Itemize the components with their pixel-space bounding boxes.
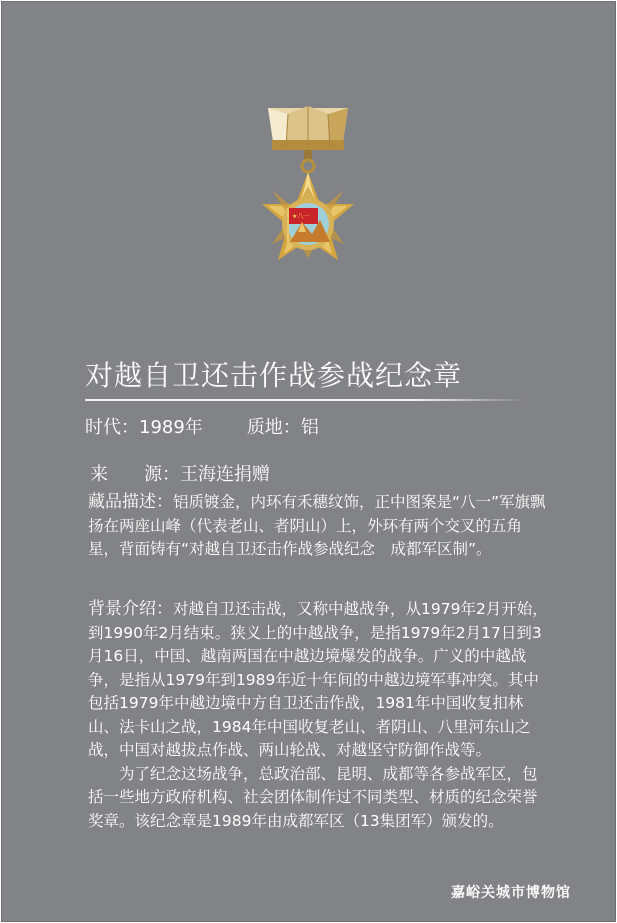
description-paragraph [88,491,548,562]
medal-clasp [268,106,348,150]
exhibit-title: 对越自卫还击作战参战纪念章 [85,359,463,392]
source-label: 来 源： [90,464,180,485]
medal-roundel [282,198,334,250]
background-label: 背景介绍： [88,599,173,619]
medal-connector [302,150,314,172]
title-divider [85,399,525,401]
era-label: 时代： [85,417,139,438]
background-text-1: 对越自卫还击战，又称中越战争，从1979年2月开始，到1990年2月结束。狭义上的中越战争，是指1979年2月17日到3月16日，中国、越南两国在中越边境爆发的战争。广义的中越战争，是指从1979年到1989年近十年间的中越边境军事冲突。其中包括1979年中越边境中方自卫还击作战，1981年中国收复扣林山、法卡山之战，1984年中国收复老山、者阴山、八里河东山之战，中国对越拔点作战、两山轮战、对越坚守防御作战等。 [88,600,548,759]
medal-image [242,94,374,300]
museum-name: 嘉峪关城市博物馆 [451,885,571,901]
material-label: 质地： [246,417,301,438]
era-value: 1989年 [139,417,203,438]
source-value: 王海连捐赠 [180,464,270,485]
background-paragraph-2: 为了纪念这场战争，总政治部、昆明、成都等各参战军区，包括一些地方政府机构、社会团体制作过不同类型、材质的纪念荣誉奖章。该纪念章是1989年由成都军区（13集团军）颁发的。 [88,764,538,830]
description-label: 藏品描述： [88,492,173,512]
svg-text:★八一: ★八一 [292,213,310,220]
era-material-line [85,413,319,439]
description-text: 铝质镀金，内环有禾穗纹饰，正中图案是“八一”军旗飘扬在两座山峰（代表老山、者阴山）上，外环有两个交叉的五角星，背面铸有“对越自卫还击作战参战纪念 成都军区制”。 [88,493,546,558]
exhibit-card [1,1,616,922]
background-paragraph-1 [88,598,548,763]
background-section [88,598,548,833]
material-value: 铝 [300,417,319,438]
source-line [90,460,270,486]
